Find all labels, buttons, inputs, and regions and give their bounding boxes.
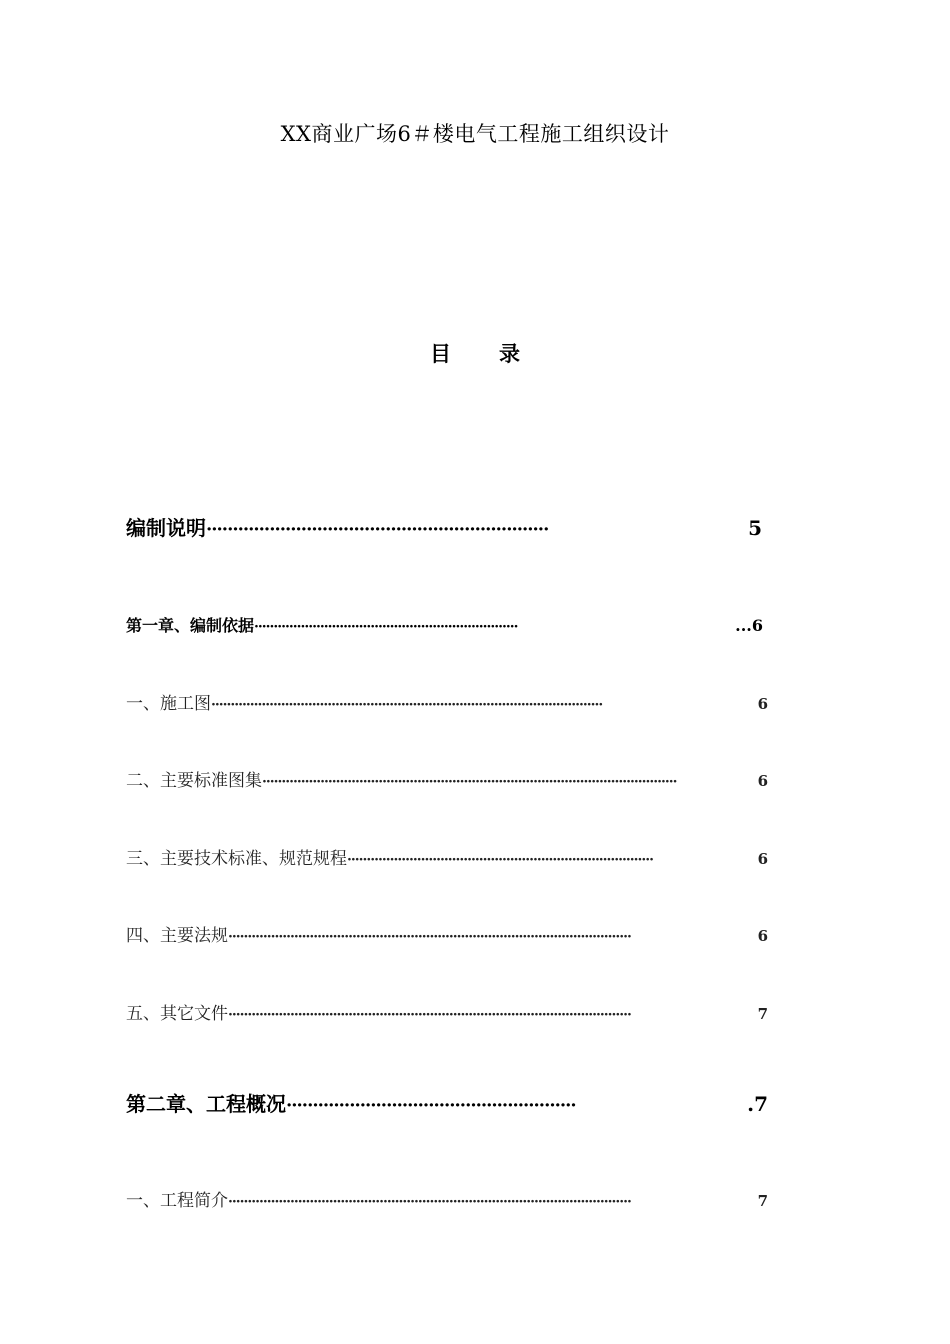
toc-entry-leader: ··········································································································· xyxy=(262,774,677,790)
toc-entry-leader: ········································································································ xyxy=(228,1194,631,1210)
toc-entry-section[interactable] xyxy=(126,689,768,714)
toc-entry-page: 5 xyxy=(748,516,762,540)
toc-entry-preface[interactable] xyxy=(126,512,762,541)
toc-entry-page: 7 xyxy=(757,1005,768,1023)
toc-entry-label: 四、主要法规 xyxy=(126,926,228,946)
toc-entry-label: 第二章、工程概况 xyxy=(126,1092,286,1116)
toc-entry-chapter-1[interactable] xyxy=(126,613,763,636)
toc-entry-leader: ······················································· xyxy=(286,1095,576,1116)
toc-entry-page: 6 xyxy=(757,850,768,868)
toc-entry-page: ...6 xyxy=(735,616,763,635)
toc-entry-page: 6 xyxy=(757,927,768,945)
toc-entry-label: 第一章、编制依据 xyxy=(126,616,255,635)
toc-entry-leader: ··············································································· xyxy=(347,852,654,868)
toc-entry-label: 一、施工图 xyxy=(126,694,211,714)
toc-entry-chapter-2[interactable] xyxy=(126,1088,768,1117)
toc-entry-section[interactable] xyxy=(126,921,768,946)
toc-entry-label: 一、工程简介 xyxy=(126,1191,228,1211)
toc-entry-page: 7 xyxy=(757,1192,768,1210)
toc-heading-right: 录 xyxy=(499,342,520,366)
toc-entry-label: 五、其它文件 xyxy=(126,1004,228,1024)
toc-heading-left: 目 xyxy=(430,342,451,366)
toc-entry-section[interactable] xyxy=(126,766,768,791)
toc-entry-leader: ································································· xyxy=(206,519,549,540)
toc-entry-section[interactable] xyxy=(126,1186,768,1211)
toc-entry-section[interactable] xyxy=(126,844,768,869)
toc-entry-page: 6 xyxy=(757,695,768,713)
toc-entry-leader: ···································································· xyxy=(254,619,518,635)
document-title: XX商业广场6＃楼电气工程施工组织设计 xyxy=(280,122,670,146)
toc-entry-page: .7 xyxy=(747,1092,768,1116)
toc-entry-label: 编制说明 xyxy=(126,516,206,540)
toc-entry-leader: ········································································································ xyxy=(228,929,631,945)
toc-entry-leader: ····································································································· xyxy=(211,697,603,713)
toc-entry-label: 二、主要标准图集 xyxy=(126,771,262,791)
toc-entry-section[interactable] xyxy=(126,999,768,1024)
toc-heading xyxy=(0,338,950,368)
toc-entry-label: 三、主要技术标准、规范规程 xyxy=(126,849,347,869)
toc-entry-leader: ········································································································ xyxy=(228,1007,631,1023)
toc-entry-page: 6 xyxy=(757,772,768,790)
